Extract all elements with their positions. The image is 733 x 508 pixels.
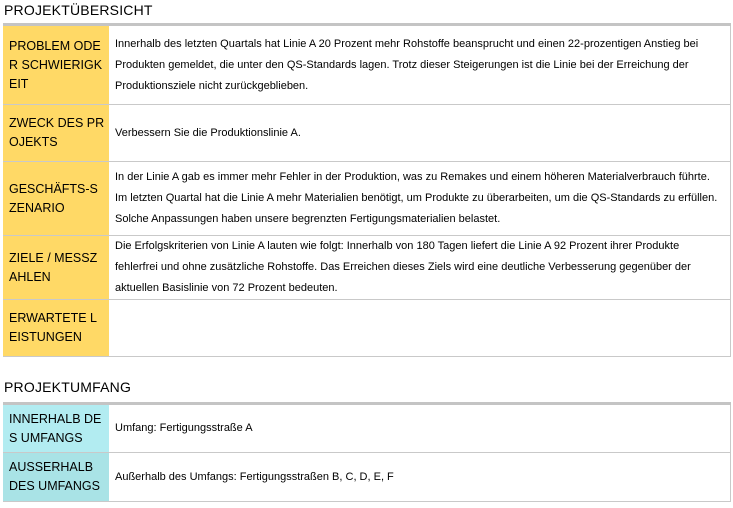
row-label: ERWARTETE LEISTUNGEN [9, 311, 97, 344]
row-content: In der Linie A gab es immer mehr Fehler in der Produktion, was zu Remakes und einem höheren Materialverbrauch führte. Im letzten Quartal hat die Linie A mehr Materialien benötigt, um Produkte zu überarbeiten, um die QS-Standards zu erfüllen. Solche Anpassungen haben unsere begrenzten Fertigungsmaterialien belastet. [109, 162, 731, 236]
row-label-cell [3, 453, 109, 502]
row-label: PROBLEM ODER SCHWIERIGKEIT [9, 38, 103, 91]
row-content [109, 300, 731, 357]
table-row [3, 162, 731, 236]
table-row [3, 25, 731, 105]
row-label-cell [3, 25, 109, 105]
row-label-cell [3, 236, 109, 300]
row-label: ZWECK DES PROJEKTS [9, 116, 105, 149]
overview-table [3, 23, 731, 357]
row-label: ZIELE / MESSZAHLEN [9, 250, 98, 284]
row-label: AUSSERHALB DES UMFANGS [9, 460, 100, 493]
row-label-cell [3, 300, 109, 357]
scope-table [3, 402, 731, 502]
table-row [3, 453, 731, 502]
table-row [3, 300, 731, 357]
row-label-cell [3, 404, 109, 453]
table-row [3, 236, 731, 300]
overview-section-title: PROJEKTÜBERSICHT [4, 2, 153, 18]
row-content: Verbessern Sie die Produktionslinie A. [109, 105, 731, 162]
table-row [3, 404, 731, 453]
row-content: Innerhalb des letzten Quartals hat Linie A 20 Prozent mehr Rohstoffe beansprucht und einen 22-prozentigen Anstieg bei Produkten gemeldet, die unter den QS-Standards lagen. Trotz dieser Steigerungen ist die Linie bei der Erreichung der Produktionsziele nicht zurückgeblieben. [109, 25, 731, 105]
row-label: GESCHÄFTS-SZENARIO [9, 181, 98, 215]
scope-section-title: PROJEKTUMFANG [4, 379, 132, 395]
row-label-cell [3, 105, 109, 162]
row-label: INNERHALB DES UMFANGS [9, 411, 102, 445]
row-content: Die Erfolgskriterien von Linie A lauten wie folgt: Innerhalb von 180 Tagen liefert die Linie A 92 Prozent ihrer Produkte fehlerfrei und ohne zusätzliche Rohstoffe. Das Erreichen dieses Ziels wird eine deutliche Verbesserung gegenüber der aktuellen Basislinie von 72 Prozent bedeuten. [109, 236, 731, 300]
row-label-cell [3, 162, 109, 236]
row-content: Außerhalb des Umfangs: Fertigungsstraßen B, C, D, E, F [109, 453, 731, 502]
row-content: Umfang: Fertigungsstraße A [109, 404, 731, 453]
table-row [3, 105, 731, 162]
